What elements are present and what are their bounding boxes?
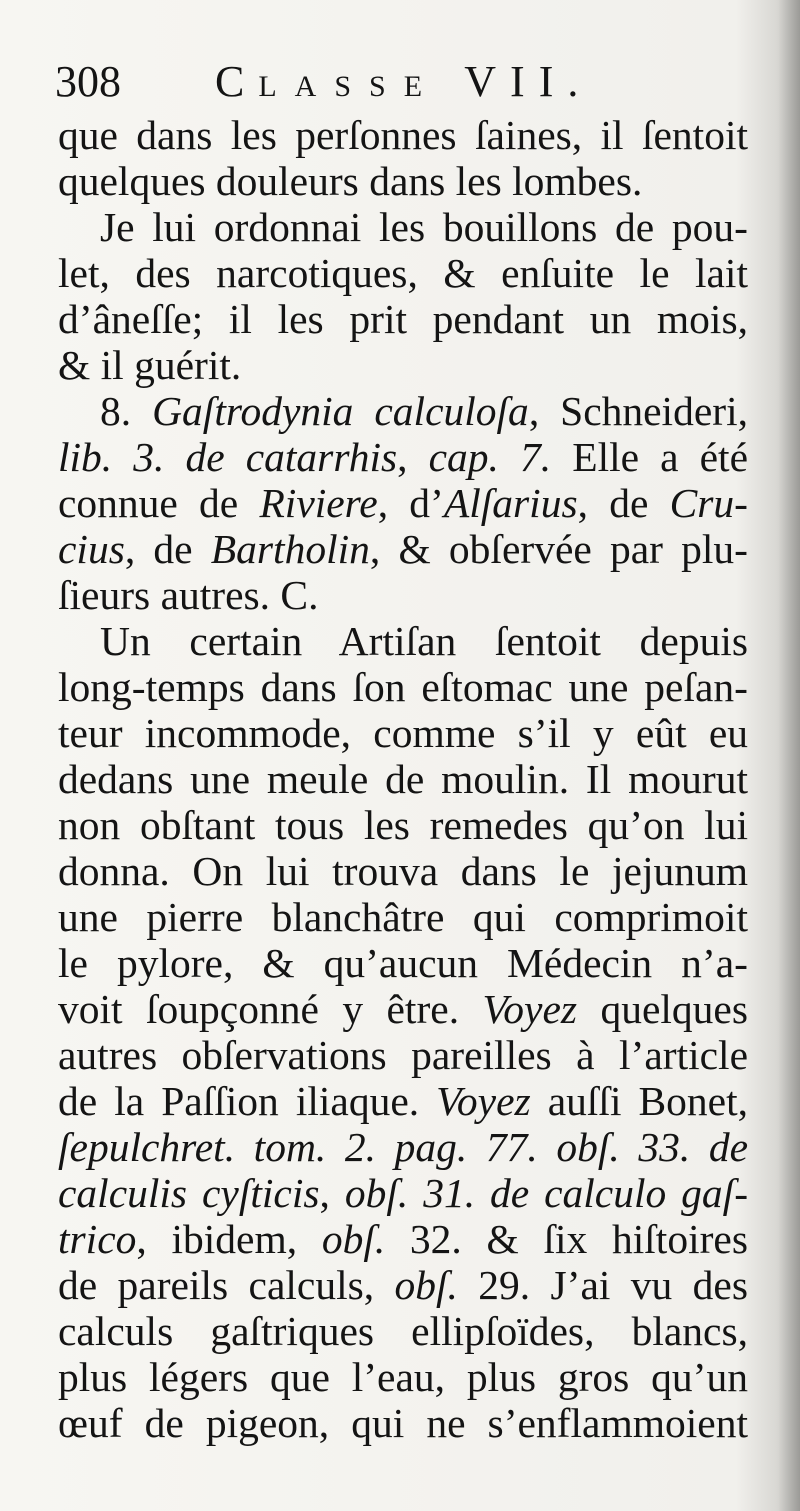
text-run: , de [124,526,211,572]
text-run: teur incommode, comme s’il y eût eu [58,710,748,756]
page-edge-shadow [778,0,800,1511]
italic-text: Voyez [436,1078,531,1124]
text-line [58,1262,748,1308]
text-run: long-temps dans ſon eſtomac une peſan- [58,664,748,710]
running-head [215,52,592,117]
text-line [58,1124,748,1170]
text-run: œuf de pigeon, qui ne s’enflammoient [58,1400,748,1446]
text-line [58,1078,748,1124]
text-line [58,710,748,756]
text-line [58,204,748,250]
text-line [58,1400,748,1446]
running-head-small-caps: LASSE [258,70,441,103]
italic-text: Gaſtrodynia calculoſa [152,388,529,434]
italic-text: lib. 3. de catarrhis [58,434,398,480]
italic-text: cius [58,526,125,572]
text-run: donna. On lui trouva dans le jejunum [58,848,748,894]
page-number: 308 [55,57,121,106]
page-header [55,52,745,112]
text-line [58,112,748,158]
text-line [58,1308,748,1354]
italic-text: Voyez [482,986,578,1032]
text-run: Un certain Artiſan ſentoit depuis [100,618,748,664]
italic-text: obſ. [394,1262,458,1308]
italic-text: Alſarius [443,480,578,526]
running-head-numeral: VII. [464,57,593,106]
text-run: connue de [58,480,260,526]
text-run: , [397,434,429,480]
text-line [58,388,748,434]
text-line [58,848,748,894]
italic-text: cap. 7. [428,434,552,480]
text-line [58,940,748,986]
text-run: calculs gaſtriques ellipſoïdes, blancs, [58,1308,748,1354]
text-line [58,526,748,572]
text-run: non obſtant tous les remedes qu’on lui [58,802,748,848]
text-line [58,434,748,480]
text-line [58,158,748,204]
text-run: d’âneſſe; il les prit pendant un mois, [58,296,748,342]
text-run: de la Paſſion iliaque. [58,1078,437,1124]
text-line [58,1032,748,1078]
text-line [58,250,748,296]
running-head-initial: C [215,57,259,106]
text-line [58,480,748,526]
text-line [58,1354,748,1400]
text-line [58,618,748,664]
text-line [58,572,748,618]
italic-text: obſ. [321,1216,386,1262]
italic-text: trico [58,1216,137,1262]
italic-text: Bartholin [210,526,370,572]
text-line [58,802,748,848]
text-line [58,1170,748,1216]
text-line [58,664,748,710]
text-run: , d’ [377,480,444,526]
text-line [58,986,748,1032]
italic-text: obſ. 31. de calculo gaſ- [344,1170,749,1216]
text-line [58,1216,748,1262]
text-run: & il guérit. [58,342,242,388]
text-run: le pylore, & qu’aucun Médecin n’a- [58,940,748,986]
text-run: plus légers que l’eau, plus gros qu’un [58,1354,748,1400]
text-run: 8. [100,388,153,434]
text-line [58,342,748,388]
italic-text: Riviere [259,480,378,526]
text-run: dedans une meule de moulin. Il mourut [58,756,748,802]
text-run: , [319,1170,345,1216]
text-run: quelques douleurs dans les lombes. [58,158,643,204]
italic-text: Cru- [669,480,748,526]
text-run: que dans les perſonnes ſaines, il ſentoit [58,112,748,158]
text-run: une pierre blanchâtre qui comprimoit [58,894,748,940]
text-run: Elle a été [551,434,749,480]
body-text [58,112,748,1446]
text-run: Je lui ordonnai les bouillons de pou- [100,204,748,250]
italic-text: calculis cyſticis [58,1170,320,1216]
text-run: 32. & ſix hiſtoires [385,1216,748,1262]
text-line [58,894,748,940]
text-run: let, des narcotiques, & enſuite le lait [58,250,748,296]
italic-text: ſepulchret. tom. 2. pag. 77. obſ. 33. de [58,1124,748,1170]
text-run: , Schneideri, [528,388,748,434]
text-line [58,756,748,802]
text-run: ſieurs autres. C. [58,572,319,618]
text-run: auſſi Bonet, [530,1078,749,1124]
text-run: , ibidem, [136,1216,322,1262]
text-run: voit ſoupçonné y être. [58,986,483,1032]
text-run: autres obſervations pareilles à l’article [58,1032,748,1078]
text-run: , de [577,480,670,526]
text-run: , & obſervée par plu- [369,526,749,572]
text-run: de pareils calculs, [58,1262,395,1308]
text-run: quelques [577,986,748,1032]
text-line [58,296,748,342]
text-run: 29. J’ai vu des [457,1262,748,1308]
